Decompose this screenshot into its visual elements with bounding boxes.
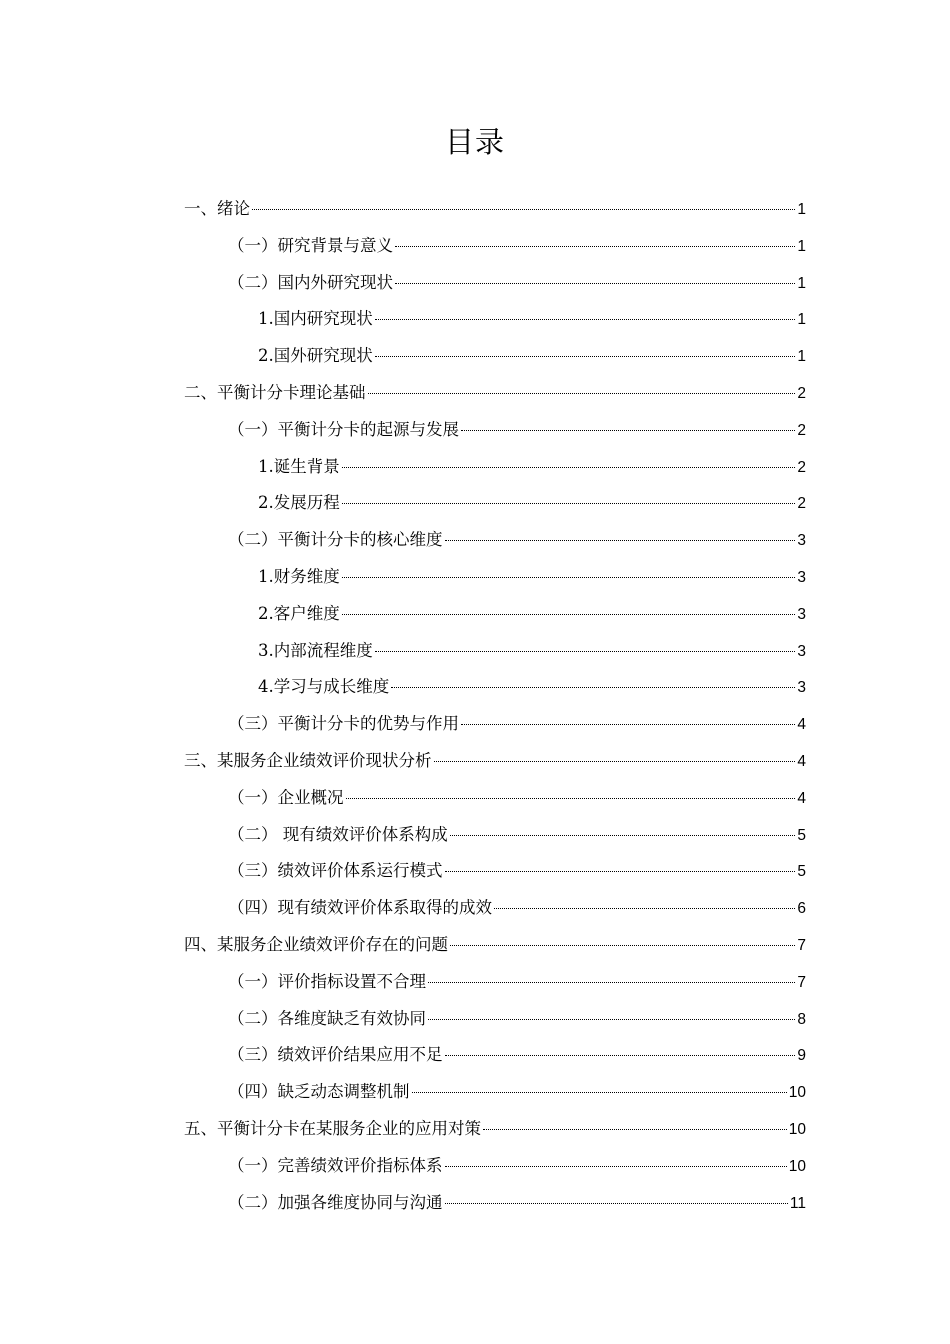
toc-entry[interactable] — [184, 301, 806, 338]
toc-entry-title: 四、某服务企业绩效评价存在的问题 — [184, 934, 448, 954]
toc-entry-title: （四）现有绩效评价体系取得的成效 — [228, 898, 492, 918]
toc-entry[interactable] — [184, 412, 806, 449]
toc-entry-page-number: 4 — [797, 789, 806, 807]
dot-leader — [445, 871, 796, 872]
toc-entry-page-number: 8 — [797, 1010, 806, 1028]
dot-leader — [483, 1129, 787, 1130]
toc-entry-page-number: 11 — [789, 1194, 806, 1212]
toc-entry[interactable] — [184, 1185, 806, 1222]
toc-entry-title: 一、绪论 — [184, 199, 250, 218]
toc-entry-page-number: 1 — [797, 311, 806, 329]
toc-entry-title: 3.内部流程维度 — [258, 640, 373, 660]
toc-entry[interactable] — [184, 1148, 806, 1185]
toc-entry-title: （二） 现有绩效评价体系构成 — [228, 824, 448, 844]
dot-leader — [494, 908, 795, 909]
toc-entry[interactable] — [184, 817, 806, 854]
toc-entry-page-number: 6 — [797, 900, 806, 918]
dot-leader — [375, 356, 796, 357]
dot-leader — [412, 1092, 787, 1093]
toc-entry-title: （一）企业概况 — [228, 787, 344, 807]
toc-entry-title: 1.诞生背景 — [258, 456, 340, 476]
toc-entry-page-number: 2 — [797, 458, 806, 476]
dot-leader — [395, 246, 795, 247]
toc-entry-page-number: 10 — [788, 1157, 806, 1175]
toc-entry-page-number: 3 — [797, 568, 806, 586]
dot-leader — [450, 945, 795, 946]
toc-entry-page-number: 4 — [797, 716, 806, 734]
dot-leader — [375, 651, 796, 652]
toc-entry-title: 2.发展历程 — [258, 493, 340, 513]
dot-leader — [346, 798, 796, 799]
toc-entry-title: （二）加强各维度协同与沟通 — [228, 1192, 443, 1212]
dot-leader — [445, 1203, 788, 1204]
toc-entry[interactable] — [184, 706, 806, 743]
toc-entry-page-number: 2 — [797, 384, 806, 402]
toc-entry[interactable] — [184, 669, 806, 706]
toc-entry[interactable] — [184, 633, 806, 670]
toc-entry[interactable] — [184, 522, 806, 559]
toc-entry[interactable] — [184, 191, 806, 228]
toc-entry[interactable] — [184, 228, 806, 265]
toc-entry-title: （一）评价指标设置不合理 — [228, 971, 426, 991]
toc-entry-title: （三）绩效评价结果应用不足 — [228, 1045, 443, 1065]
toc-entry[interactable] — [184, 485, 806, 522]
dot-leader — [342, 503, 796, 504]
toc-entry[interactable] — [184, 890, 806, 927]
toc-entry[interactable] — [184, 1037, 806, 1074]
toc-entry-page-number: 10 — [788, 1120, 806, 1138]
dot-leader — [445, 1055, 796, 1056]
dot-leader — [342, 467, 796, 468]
table-of-contents — [184, 191, 806, 1221]
toc-entry-title: （三）平衡计分卡的优势与作用 — [228, 714, 459, 734]
toc-entry[interactable] — [184, 964, 806, 1001]
toc-entry-page-number: 4 — [797, 752, 806, 770]
toc-entry-page-number: 1 — [797, 237, 806, 255]
toc-entry-title: 二、平衡计分卡理论基础 — [184, 382, 366, 402]
toc-entry[interactable] — [184, 743, 806, 780]
dot-leader — [450, 835, 796, 836]
toc-entry-page-number: 5 — [797, 863, 806, 881]
toc-entry-page-number: 3 — [797, 532, 806, 550]
toc-entry[interactable] — [184, 780, 806, 817]
toc-entry-page-number: 1 — [797, 201, 806, 218]
toc-entry-title: 2.客户维度 — [258, 603, 340, 623]
toc-entry-title: 4.学习与成长维度 — [258, 677, 390, 697]
dot-leader — [428, 1019, 795, 1020]
toc-entry[interactable] — [184, 1001, 806, 1038]
toc-entry-title: （一）完善绩效评价指标体系 — [228, 1155, 443, 1175]
dot-leader — [461, 724, 795, 725]
toc-entry-page-number: 10 — [788, 1084, 806, 1102]
toc-entry-page-number: 1 — [797, 348, 806, 366]
toc-entry-title: 1.国内研究现状 — [258, 309, 373, 329]
toc-entry-page-number: 3 — [797, 642, 806, 660]
toc-entry-title: （四）缺乏动态调整机制 — [228, 1082, 410, 1102]
toc-title: 目录 — [444, 125, 505, 159]
toc-entry[interactable] — [184, 1111, 806, 1148]
dot-leader — [252, 209, 795, 210]
toc-entry-title: 1.财务维度 — [258, 566, 340, 586]
toc-entry-title: 2.国外研究现状 — [258, 346, 373, 366]
toc-entry-title: （二）国内外研究现状 — [228, 272, 393, 292]
toc-entry[interactable] — [184, 375, 806, 412]
toc-entry-title: 五、平衡计分卡在某服务企业的应用对策 — [184, 1118, 481, 1138]
toc-entry-page-number: 7 — [797, 936, 806, 954]
dot-leader — [391, 687, 795, 688]
dot-leader — [445, 540, 796, 541]
toc-entry[interactable] — [184, 559, 806, 596]
dot-leader — [434, 761, 796, 762]
toc-entry-page-number: 9 — [797, 1047, 806, 1065]
dot-leader — [368, 393, 796, 394]
toc-entry[interactable] — [184, 927, 806, 964]
dot-leader — [461, 430, 795, 431]
dot-leader — [395, 283, 795, 284]
toc-entry-title: （一）平衡计分卡的起源与发展 — [228, 419, 459, 439]
toc-entry[interactable] — [184, 449, 806, 486]
dot-leader — [342, 614, 796, 615]
toc-entry-page-number: 2 — [797, 421, 806, 439]
toc-entry-page-number: 3 — [797, 605, 806, 623]
toc-entry[interactable] — [184, 596, 806, 633]
toc-entry-page-number: 2 — [797, 495, 806, 513]
toc-entry[interactable] — [184, 338, 806, 375]
dot-leader — [445, 1166, 787, 1167]
toc-entry-title: （二）各维度缺乏有效协同 — [228, 1008, 426, 1028]
toc-entry-title: （二）平衡计分卡的核心维度 — [228, 530, 443, 550]
dot-leader — [375, 319, 796, 320]
toc-entry-page-number: 5 — [797, 826, 806, 844]
toc-entry-title: （一）研究背景与意义 — [228, 235, 393, 255]
toc-entry-page-number: 1 — [797, 274, 806, 292]
toc-entry[interactable] — [184, 853, 806, 890]
toc-entry-page-number: 3 — [797, 679, 806, 697]
toc-entry[interactable] — [184, 265, 806, 302]
dot-leader — [428, 982, 795, 983]
toc-entry-page-number: 7 — [797, 973, 806, 991]
toc-entry[interactable] — [184, 1074, 806, 1111]
toc-entry-title: 三、某服务企业绩效评价现状分析 — [184, 750, 432, 770]
toc-entry-title: （三）绩效评价体系运行模式 — [228, 861, 443, 881]
dot-leader — [342, 577, 796, 578]
